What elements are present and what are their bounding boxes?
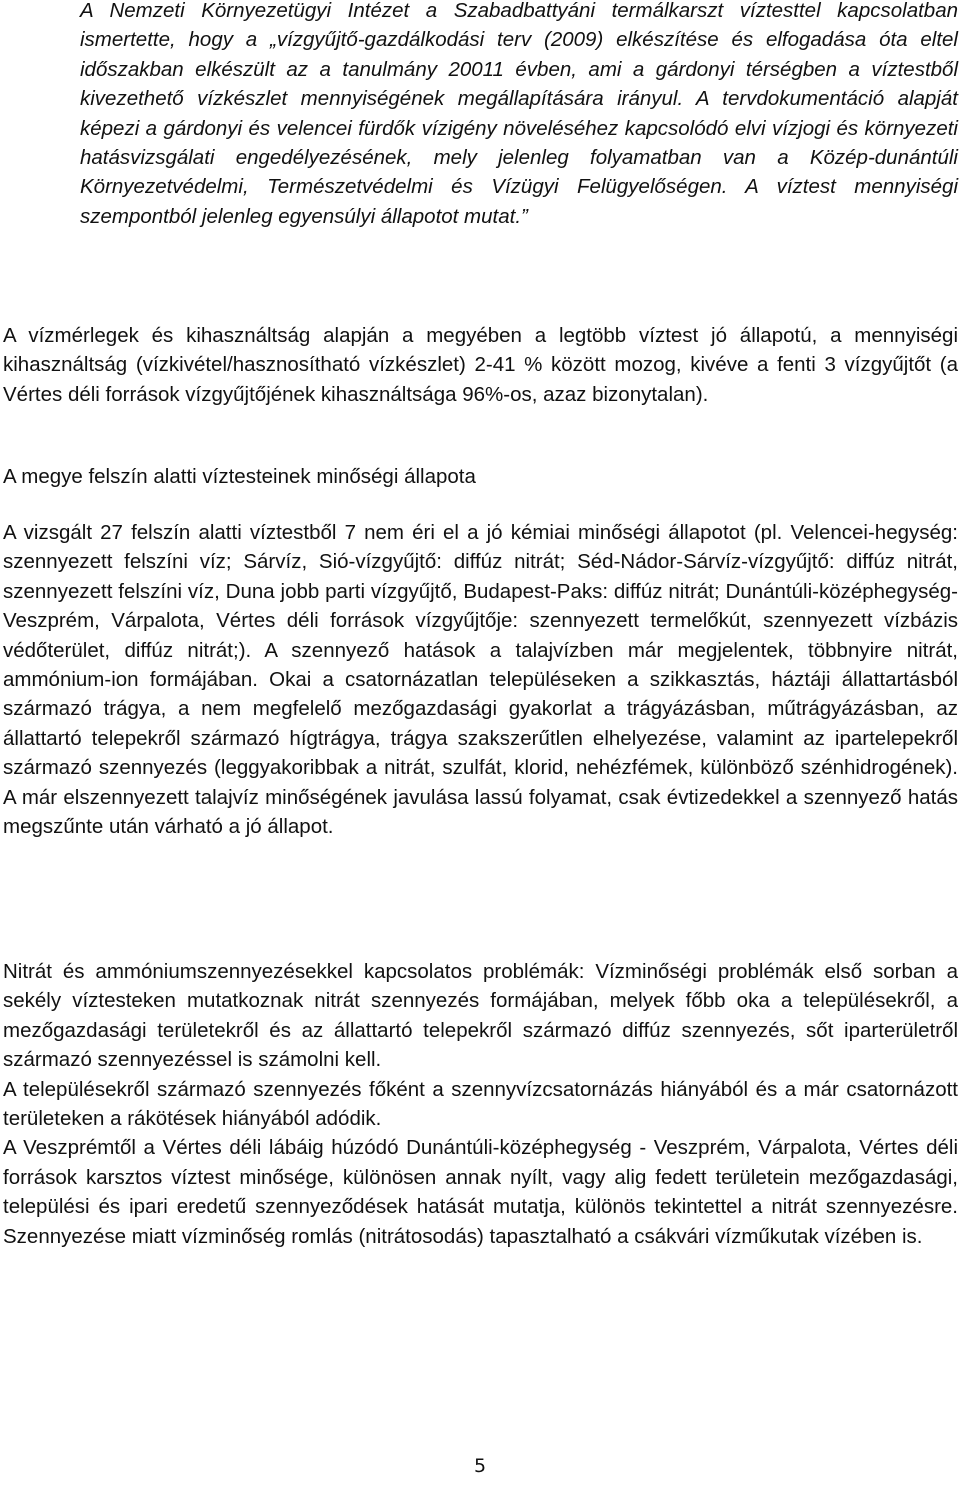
section-heading: A megye felszín alatti víztesteinek minőségi állapota — [3, 465, 476, 488]
nitrate-section — [3, 957, 958, 1251]
paragraph-balance: A vízmérlegek és kihasználtság alapján a megyében a legtöbb víztest jó állapotú, a mennyiségi kihasználtság (vízkivétel/hasznosítható vízkészlet) 2-41 % között mozog, kivéve a fenti 3 vízgyűjtőt (a Vértes déli források vízgyűjtőjének kihasználtsága 96%-os, azaz bizonytalan). — [3, 324, 958, 406]
paragraph-veszprem: A Veszprémtől a Vértes déli lábáig húzódó Dunántúli-középhegység - Veszprém, Várpalota, Vértes déli források karsztos víztest minősége, különösen annak nyílt, vagy alig fedett területein mezőgazdasági, települési és ipari eredetű szennyeződések hatását mutatja, különös tekintettel a nitrát szennyezésre. Szennyezése miatt vízminőség romlás (nitrátosodás) tapasztalható a csákvári vízműkutak vízében is. — [3, 1136, 958, 1248]
balance-section — [3, 321, 958, 409]
paragraph-quality: A vizsgált 27 felszín alatti víztestből 7 nem éri el a jó kémiai minőségi állapotot (pl. Velencei-hegység: szennyezett felszíni víz; Sárvíz, Sió-vízgyűjtő: diffúz nitrát; Séd-Nádor-Sárvíz-vízgyűjtő: diffúz nitrát, szennyezett felszíni víz, Duna jobb parti vízgyűjtő, Budapest-Paks: diffúz nitrát; Dunántúli-középhegység- Veszprém, Várpalota, Vértes déli források vízgyűjtője: szennyezett termelőkút, szennyezett vízbázis védőterület, diffúz nitrát;). A szennyező hatások a talajvízben már megjelentek, többnyire nitrát, ammónium-ion formájában. Okai a csatornázatlan településeken a szikkasztás, háztáji állattartásból származó trágya, a nem megfelelő mezőgazdasági gyakorlat a trágyázásban, műtrágyázásban, az állattartó telepekről származó hígtrágya, trágya szakszerűtlen elhelyezése, valamint az ipartelepekről származó szennyezés (leggyakoribbak a nitrát, szulfát, klorid, nehézfémek, különböző szénhidrogének). A már elszennyezett talajvíz minőségének javulása lassú folyamat, csak évtizedekkel a szennyező hatás megszűnte után várható a jó állapot. — [3, 521, 958, 839]
paragraph-nitrate: Nitrát és ammóniumszennyezésekkel kapcsolatos problémák: Vízminőségi problémák első sorban a sekély víztesteken mutatkoznak nitrát szennyezés formájában, melyek főbb oka a településekről, a mezőgazdasági területekről és az állattartó telepekről származó diffúz szennyezés, sőt iparterületről származó szennyezéssel is számolni kell. — [3, 960, 958, 1072]
page-number: 5 — [473, 1455, 487, 1477]
quoted-statement — [80, 0, 958, 231]
paragraph-settlements: A településekről származó szennyezés főként a szennyvízcsatornázás hiányából és a már csatornázott területeken a rákötések hiányából adódik. — [3, 1077, 958, 1131]
quote-paragraph: A Nemzeti Környezetügyi Intézet a Szabadbattyáni termálkarszt víztesttel kapcsolatban ismertette, hogy a „vízgyűjtő-gazdálkodási terv (2009) elkészítése és elfogadása óta eltel időszakban elkészült az a tanulmány 20011 évben, ami a gárdonyi térségben a víztestből kivezethető vízkészlet mennyiségének megállapítására irányul. A tervdokumentáció alapját képezi a gárdonyi és velencei fürdők vízigény növeléséhez kapcsolódó elvi vízjogi és környezeti hatásvizsgálati engedélyezésének, mely jelenleg folyamatban van a Közép-dunántúli Környezetvédelmi, Természetvédelmi és Vízügyi Felügyelőségen. A víztest mennyiségi szempontból jelenleg egyensúlyi állapotot mutat.” — [80, 0, 958, 228]
quality-section — [3, 518, 958, 841]
